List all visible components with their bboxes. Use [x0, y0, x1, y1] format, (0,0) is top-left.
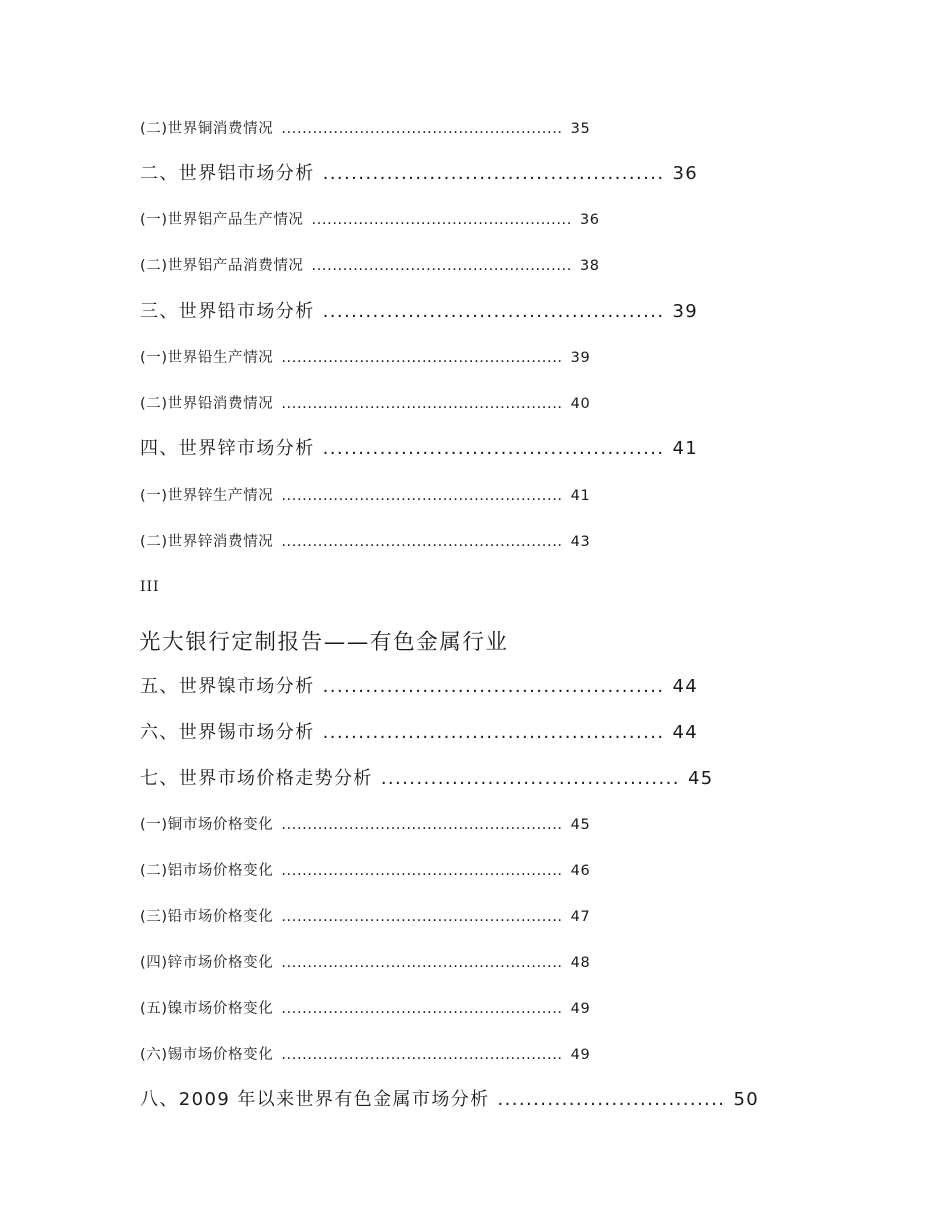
toc-entry-leader: .................................................. — [311, 212, 572, 228]
toc-entry-leader: ................................................ — [322, 722, 665, 743]
toc-entry-title: (一)世界铅生产情况 — [140, 350, 274, 366]
toc-entry-title: 八、2009 年以来世界有色金属市场分析 — [140, 1089, 490, 1110]
toc-entry[interactable] — [140, 1048, 590, 1063]
toc-entry-title: 二、世界铝市场分析 — [140, 163, 315, 184]
toc-entry[interactable] — [140, 165, 698, 183]
toc-entry-leader: .......................................... — [380, 768, 680, 789]
toc-entry-page: 50 — [733, 1089, 760, 1110]
toc-entry-page: 36 — [579, 212, 600, 228]
toc-entry-leader: ...................................................... — [281, 955, 563, 971]
toc-entry-title: (五)镍市场价格变化 — [140, 1001, 274, 1017]
toc-entry-leader: ...................................................... — [281, 817, 563, 833]
toc-entry-title: (二)世界铜消费情况 — [140, 121, 274, 137]
toc-entry-leader: ................................................ — [322, 301, 665, 322]
toc-entry-page: 46 — [570, 863, 591, 879]
toc-entry-page: 35 — [570, 121, 591, 137]
toc-entry-page: 44 — [672, 676, 699, 697]
toc-entry-title: 三、世界铅市场分析 — [140, 301, 315, 322]
toc-entry-page: 39 — [672, 301, 699, 322]
toc-entry-page: 38 — [579, 258, 600, 274]
toc-entry-page: 45 — [687, 768, 714, 789]
toc-entry-title: (六)锡市场价格变化 — [140, 1047, 274, 1063]
toc-entry-leader: ................................................ — [322, 438, 665, 459]
toc-entry-page: 40 — [570, 396, 591, 412]
toc-entry-title: 五、世界镍市场分析 — [140, 676, 315, 697]
toc-entry-title: (二)世界铅消费情况 — [140, 396, 274, 412]
toc-entry-page: 43 — [570, 534, 591, 550]
toc-entry-leader: ...................................................... — [281, 121, 563, 137]
toc-entry-title: (二)世界铝产品消费情况 — [140, 258, 304, 274]
toc-entry-title: 四、世界锌市场分析 — [140, 438, 315, 459]
toc-entry-page: 44 — [672, 722, 699, 743]
toc-entry[interactable] — [140, 122, 590, 137]
toc-entry-page: 45 — [570, 817, 591, 833]
toc-entry-leader: ................................ — [497, 1089, 726, 1110]
toc-entry-leader: ...................................................... — [281, 534, 563, 550]
toc-entry-leader: ................................................ — [322, 163, 665, 184]
toc-entry[interactable] — [140, 535, 590, 550]
toc-entry[interactable] — [140, 397, 590, 412]
toc-entry[interactable] — [140, 678, 698, 696]
toc-entry-title: (二)世界锌消费情况 — [140, 534, 274, 550]
toc-entry[interactable] — [140, 770, 714, 788]
toc-entry-title: 六、世界锡市场分析 — [140, 722, 315, 743]
toc-entry[interactable] — [140, 351, 590, 366]
toc-entry-title: 七、世界市场价格走势分析 — [140, 768, 373, 789]
toc-entry-page: 36 — [672, 163, 699, 184]
page-number-marker: III — [140, 579, 160, 595]
toc-entry[interactable] — [140, 724, 698, 742]
toc-entry[interactable] — [140, 259, 600, 274]
toc-entry-leader: ...................................................... — [281, 396, 563, 412]
toc-entry[interactable] — [140, 213, 600, 228]
toc-entry-leader: ...................................................... — [281, 909, 563, 925]
toc-entry-leader: .................................................. — [311, 258, 572, 274]
toc-entry-page: 47 — [570, 909, 591, 925]
toc-entry[interactable] — [140, 910, 590, 925]
toc-entry-title: (一)铜市场价格变化 — [140, 817, 274, 833]
toc-entry-page: 49 — [570, 1001, 591, 1017]
toc-entry[interactable] — [140, 1002, 590, 1017]
toc-entry[interactable] — [140, 440, 698, 458]
toc-entry[interactable] — [140, 864, 590, 879]
toc-entry[interactable] — [140, 1091, 759, 1109]
report-title: 光大银行定制报告——有色金属行业 — [139, 630, 509, 655]
toc-entry[interactable] — [140, 303, 698, 321]
toc-entry-title: (三)铅市场价格变化 — [140, 909, 274, 925]
toc-entry-title: (一)世界铝产品生产情况 — [140, 212, 304, 228]
toc-entry-title: (一)世界锌生产情况 — [140, 488, 274, 504]
toc-entry-title: (四)锌市场价格变化 — [140, 955, 274, 971]
toc-entry-page: 48 — [570, 955, 591, 971]
toc-entry-page: 49 — [570, 1047, 591, 1063]
toc-entry-page: 41 — [672, 438, 699, 459]
toc-entry-leader: ...................................................... — [281, 863, 563, 879]
toc-entry-page: 41 — [570, 488, 591, 504]
toc-entry[interactable] — [140, 489, 590, 504]
toc-entry-leader: ...................................................... — [281, 1047, 563, 1063]
toc-entry-leader: ................................................ — [322, 676, 665, 697]
toc-entry-leader: ...................................................... — [281, 350, 563, 366]
toc-entry-leader: ...................................................... — [281, 488, 563, 504]
toc-entry-page: 39 — [570, 350, 591, 366]
toc-entry-leader: ...................................................... — [281, 1001, 563, 1017]
toc-entry-title: (二)铝市场价格变化 — [140, 863, 274, 879]
toc-entry[interactable] — [140, 818, 590, 833]
toc-entry[interactable] — [140, 956, 590, 971]
